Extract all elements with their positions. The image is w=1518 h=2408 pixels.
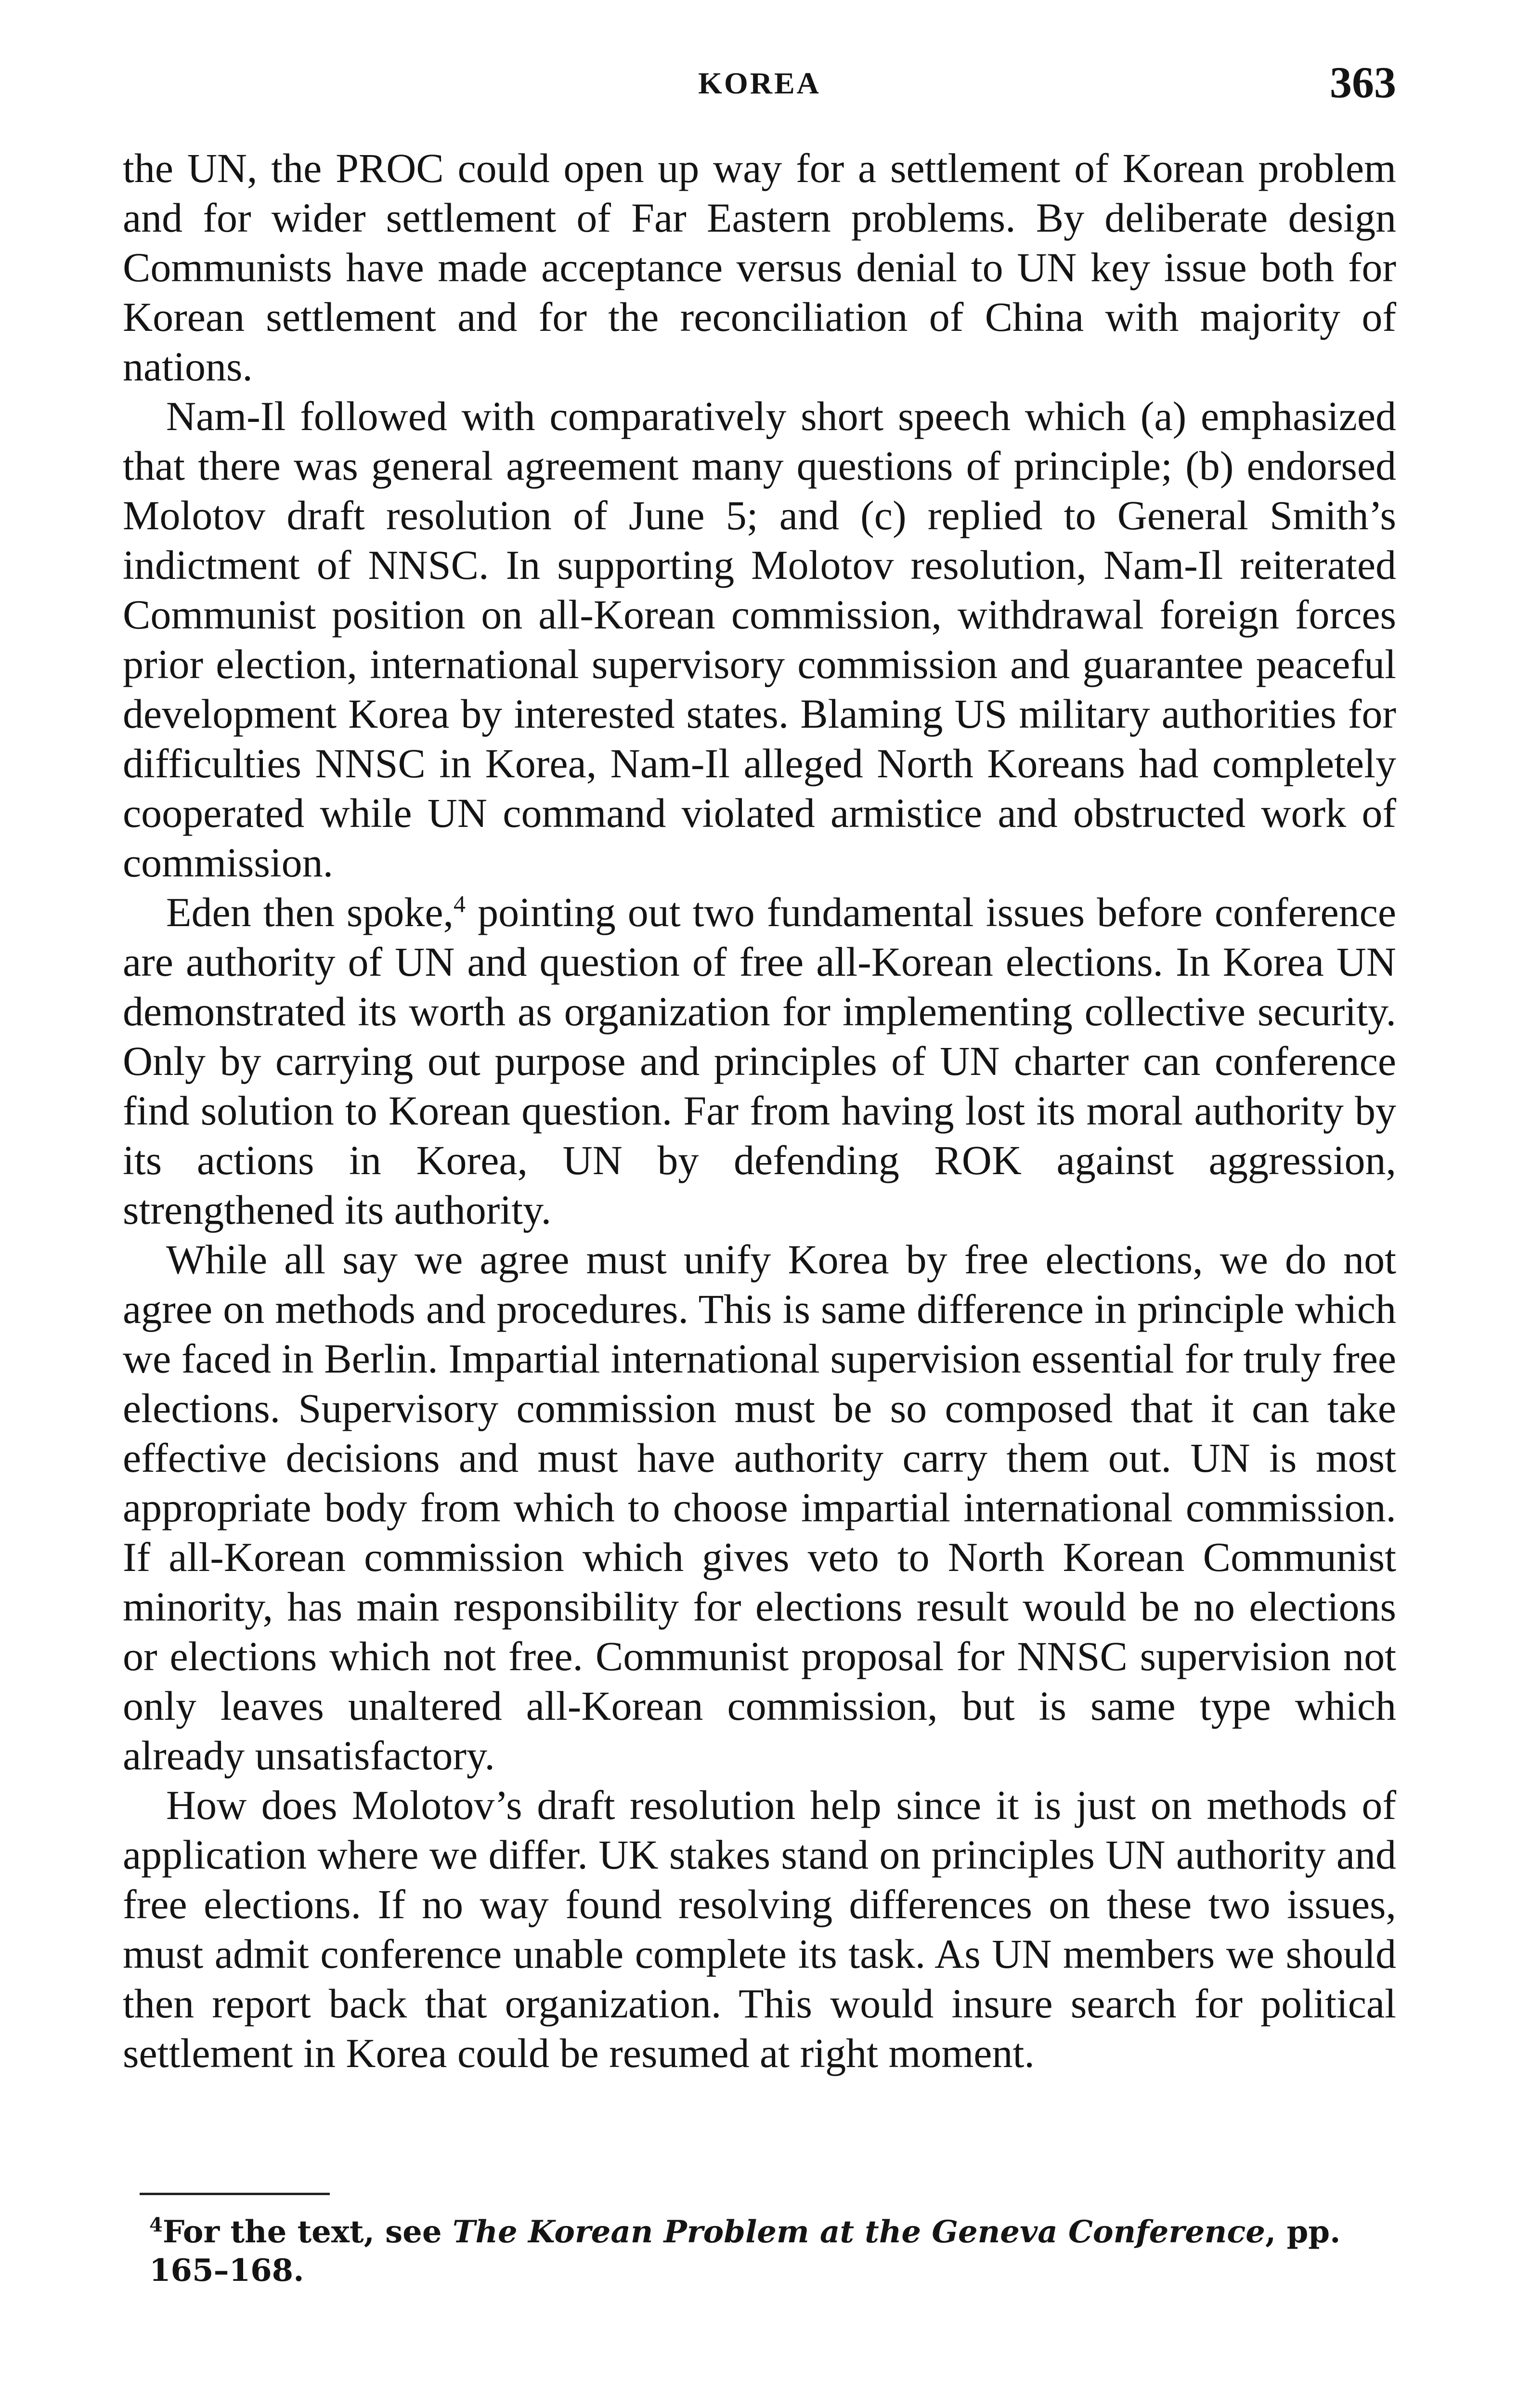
footnote [149, 2213, 1396, 2290]
paragraph-1: the UN, the PROC could open up way for a settlement of Korean problem and for wider settlement of Far Eastern problems. By deliberate design Communists have made acceptance versus denial to UN key issue both for Korean settlement and for the reconciliation of China with majority of nations. [123, 145, 1396, 390]
page-number: 363 [1330, 58, 1396, 107]
footnote-prefix: For the text, see [162, 2214, 453, 2250]
footnote-source-title: The Korean Problem at the Geneva Conference [452, 2214, 1265, 2250]
paragraph-3-rest: pointing out two fundamental issues before conference are authority of UN and question of free all-Korean elections. In Korea UN demonstrated its worth as organization for implementing collective security. Only by carrying out purpose and principles of UN charter can conference find solution to Korean question. Far from having lost its moral authority by its actions in Korea, UN by defending ROK against aggression, strengthened its authority. [123, 889, 1397, 1233]
footnote-divider [140, 2193, 330, 2195]
paragraph-3 [123, 888, 1396, 1235]
paragraph-5: How does Molotov’s draft resolution help since it is just on methods of application where we differ. UK stakes stand on principles UN authority and free elections. If no way found resolving differences on these two issues, must admit conference unable complete its task. As UN members we should then report back that organization. This would insure search for political settlement in Korea could be resumed at right moment. [123, 1782, 1396, 2076]
footnote-reference: 4 [454, 890, 466, 917]
running-title: KOREA [698, 66, 821, 100]
paragraph-2: Nam-Il followed with comparatively short speech which (a) emphasized that there was general agreement many questions of principle; (b) endorsed Molotov draft resolution of June 5; and (c) replied to General Smith’s indictment of NNSC. In supporting Molotov resolution, Nam-Il reiterated Communist position on all-Korean commission, withdrawal foreign forces prior election, international supervisory commission and guarantee peaceful development Korea by interested states. Blaming US military authorities for difficulties NNSC in Korea, Nam-Il alleged North Koreans had completely cooperated while UN command violated armistice and obstructed work of commission. [123, 393, 1396, 886]
paragraph-3-lead: Eden then spoke, [166, 889, 454, 935]
page-header [123, 57, 1396, 115]
footnote-marker: 4 [149, 2213, 163, 2237]
footnote-pages: , pp. 165–168. [149, 2214, 1341, 2289]
body-text [123, 144, 1396, 2078]
paragraph-4: While all say we agree must unify Korea by free elections, we do not agree on methods and procedures. This is same difference in principle which we faced in Berlin. Impartial international supervision essential for truly free elections. Supervisory commission must be so composed that it can take effective decisions and must have authority carry them out. UN is most appropriate body from which to choose impartial international commission. If all-Korean commission which gives veto to North Korean Communist minority, has main responsibility for elections result would be no elections or elections which not free. Communist proposal for NNSC supervision not only leaves unaltered all-Korean commission, but is same type which already unsatisfactory. [123, 1236, 1396, 1779]
